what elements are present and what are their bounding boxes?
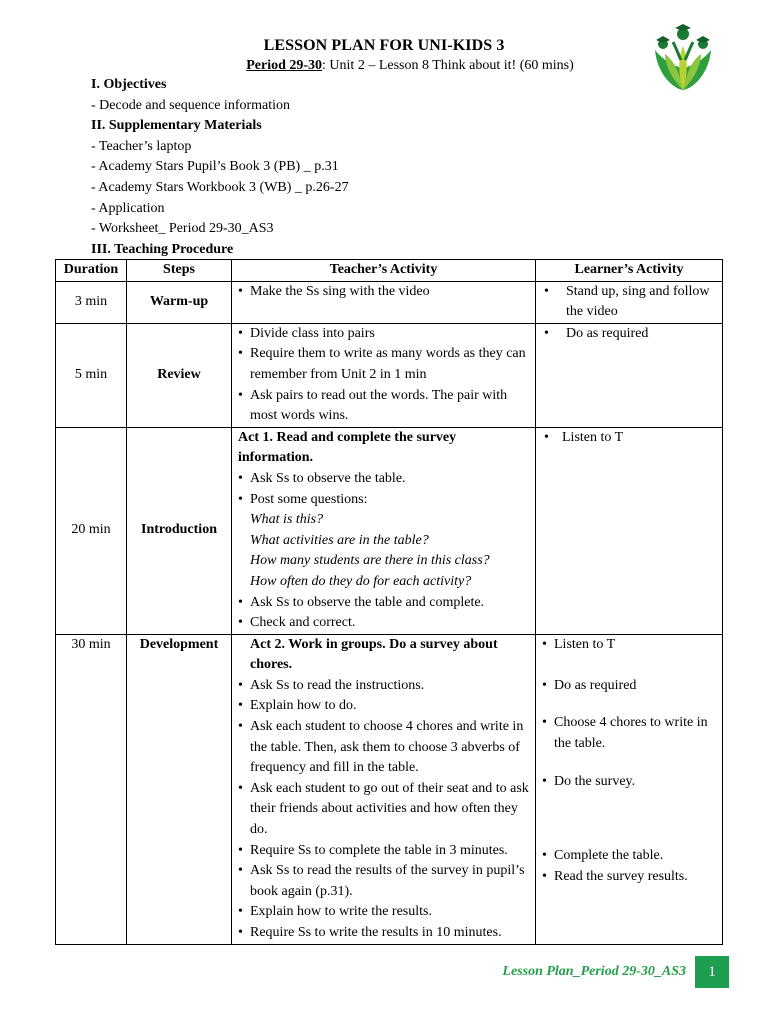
teacher-activity-cell [232, 634, 536, 944]
material-item: - Worksheet_ Period 29-30_AS3 [91, 221, 274, 237]
list-item: • Divide class into pairs [234, 324, 529, 345]
table-row [56, 323, 723, 427]
step-cell: Development [127, 634, 232, 944]
material-item: - Application [91, 200, 165, 216]
material-item: - Academy Stars Pupil’s Book 3 (PB) _ p.31 [91, 159, 339, 175]
header-teacher-activity: Teacher’s Activity [232, 260, 536, 282]
lesson-sections [91, 75, 349, 260]
question-item: What is this? [250, 512, 324, 528]
material-item: - Teacher’s laptop [91, 138, 192, 154]
header-steps: Steps [127, 260, 232, 282]
list-item: • Do the survey. [538, 772, 718, 793]
list-item: • Ask each student to choose 4 chores and write in the table. Then, ask them to choose 3 abverbs of frequency and fill in the table. [234, 717, 529, 779]
page-title: LESSON PLAN FOR UNI-KIDS 3 [263, 37, 505, 54]
section-heading-objectives: I. Objectives [91, 77, 167, 92]
teacher-activity-cell [232, 323, 536, 427]
list-item: • Listen to T [538, 428, 718, 449]
question-item: How often do they do for each activity? [250, 573, 472, 589]
duration-cell: 5 min [56, 323, 127, 427]
duration-cell: 30 min [56, 634, 127, 944]
section-heading-procedure: III. Teaching Procedure [91, 241, 234, 257]
list-item: • Listen to T [538, 635, 718, 656]
learner-activity-cell [536, 634, 723, 944]
table-row [56, 281, 723, 323]
list-item: • Complete the table. [538, 846, 718, 867]
step-cell: Review [127, 323, 232, 427]
list-item: • Do as required [538, 676, 718, 697]
step-cell: Introduction [127, 427, 232, 634]
list-item: • Ask Ss to observe the table. [234, 469, 529, 490]
period-description: : Unit 2 – Lesson 8 Think about it! (60 mins) [322, 58, 574, 73]
list-item: • Ask pairs to read out the words. The pair with most words wins. [234, 386, 529, 427]
list-item: • Ask Ss to read the instructions. [234, 676, 529, 697]
question-item: How many students are there in this class? [250, 553, 490, 569]
list-item: • Check and correct. [234, 613, 529, 634]
learner-activity-cell [536, 281, 723, 323]
list-item: • Ask Ss to read the results of the survey in pupil’s book again (p.31). [234, 861, 529, 902]
learner-activity-cell [536, 323, 723, 427]
list-item: • Explain how to write the results. [234, 902, 529, 923]
footer-text: Lesson Plan_Period 29-30_AS3 [502, 964, 686, 979]
list-item: • Make the Ss sing with the video [234, 282, 529, 303]
procedure-table [55, 259, 723, 945]
duration-cell: 3 min [56, 281, 127, 323]
question-item: What activities are in the table? [250, 532, 429, 548]
list-item: • Explain how to do. [234, 696, 529, 717]
header-duration: Duration [56, 260, 127, 282]
list-item: • Do as required [538, 324, 718, 345]
teacher-activity-cell [232, 427, 536, 634]
learner-activity-cell [536, 427, 723, 634]
list-item: • Ask Ss to observe the table and complete. [234, 593, 529, 614]
header-learner-activity: Learner’s Activity [536, 260, 723, 282]
list-item: • Ask each student to go out of their seat and to ask their friends about activities and how often they do. [234, 779, 529, 841]
list-item: • Require them to write as many words as they can remember from Unit 2 in 1 min [234, 344, 529, 385]
step-cell: Warm-up [127, 281, 232, 323]
list-item: • Read the survey results. [538, 867, 718, 888]
period-label: Period 29-30 [246, 58, 323, 73]
activity-heading: Act 1. Read and complete the survey information. [238, 429, 457, 466]
school-logo-icon [643, 20, 723, 94]
list-item: • Stand up, sing and follow the video [538, 282, 718, 323]
table-header-row [56, 260, 723, 282]
activity-heading: Act 2. Work in groups. Do a survey about chores. [250, 636, 498, 673]
objective-item: - Decode and sequence information [91, 97, 291, 113]
material-item: - Academy Stars Workbook 3 (WB) _ p.26-27 [91, 179, 349, 195]
list-item: • Require Ss to write the results in 10 minutes. [234, 923, 529, 944]
table-row [56, 634, 723, 944]
section-heading-materials: II. Supplementary Materials [91, 118, 262, 134]
table-row [56, 427, 723, 634]
list-item: • Require Ss to complete the table in 3 minutes. [234, 841, 529, 862]
list-item: • Choose 4 chores to write in the table. [538, 713, 718, 754]
list-item: • Post some questions: [234, 490, 529, 511]
teacher-activity-cell [232, 281, 536, 323]
duration-cell: 20 min [56, 427, 127, 634]
page-number: 1 [695, 956, 729, 988]
